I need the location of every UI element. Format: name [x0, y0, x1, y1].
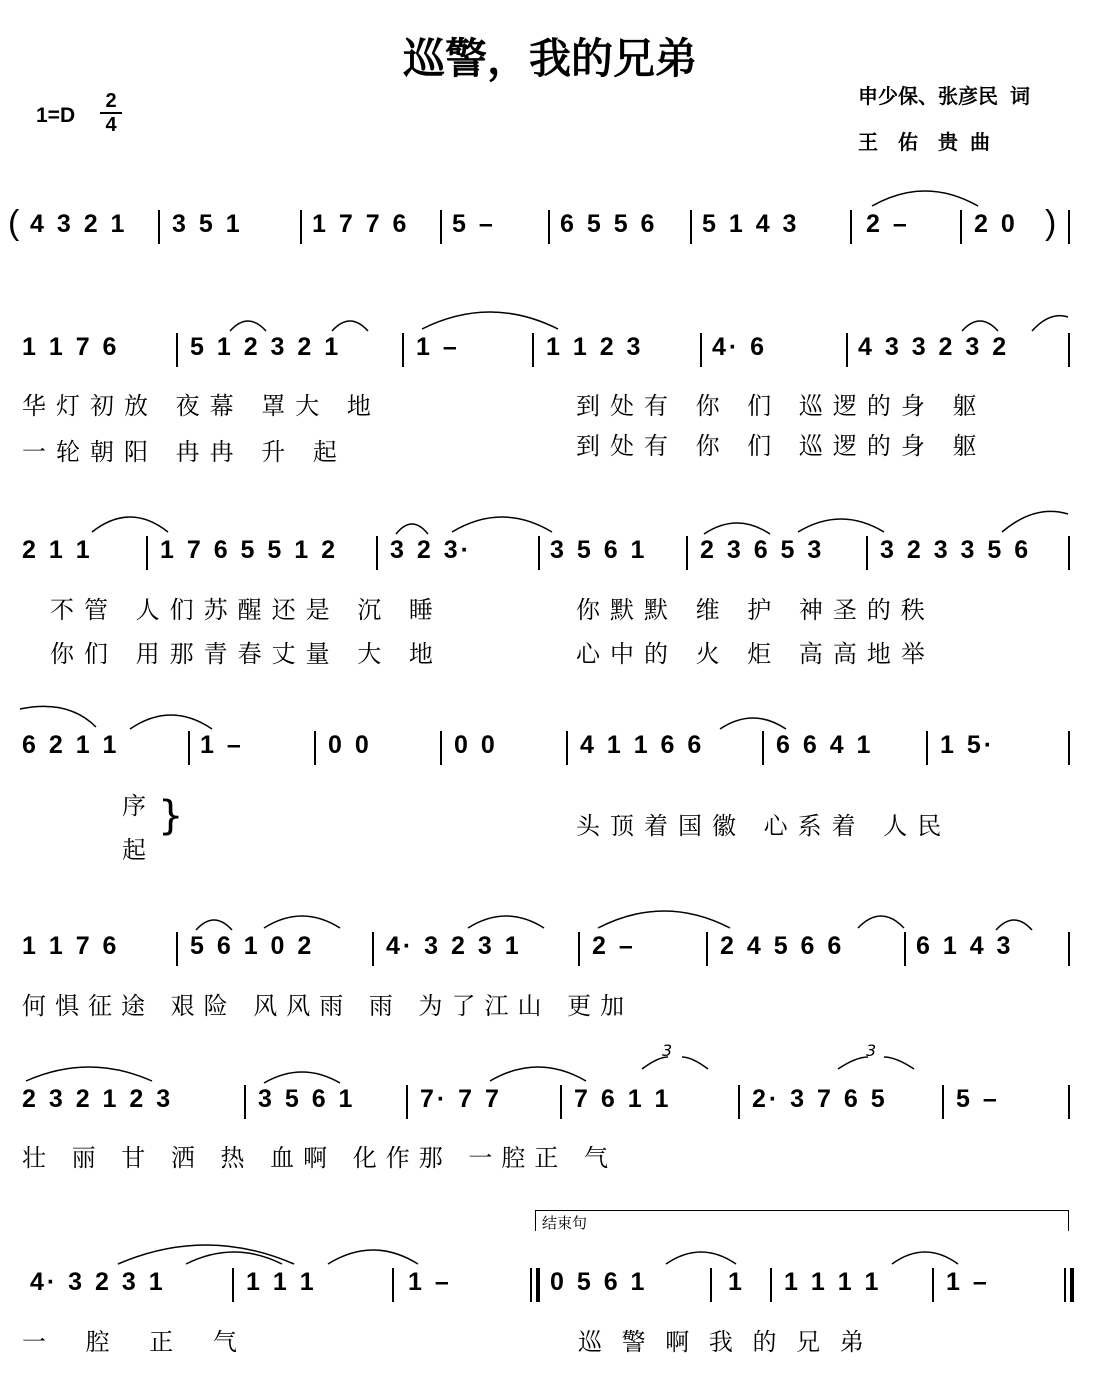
intro-open-paren: (	[8, 204, 20, 242]
measure: 1 1 1	[246, 1268, 317, 1296]
barline	[440, 731, 442, 765]
triplet-number: 3	[662, 1041, 673, 1060]
slur-arc	[262, 910, 342, 930]
triplet-bracket	[640, 1051, 710, 1071]
slur-arc	[330, 315, 370, 333]
lyric-line: 序	[122, 792, 156, 820]
barline	[866, 536, 868, 570]
barline	[176, 333, 178, 367]
measure: 4· 3 2 3 1	[30, 1268, 166, 1296]
time-signature-top: 2	[100, 90, 122, 114]
barline	[300, 210, 302, 244]
barline	[376, 536, 378, 570]
lyric-line: 心中的 火 炬 高高地举	[576, 640, 935, 668]
tie-arc	[90, 510, 170, 534]
composer-credit	[858, 126, 1068, 155]
slur-arc	[184, 1246, 284, 1266]
measure: 3 2 3·	[390, 536, 472, 564]
slur-arc	[194, 914, 234, 932]
lyric-line: 你们 用那青春丈量 大 地	[50, 640, 443, 668]
score-row-7	[0, 1268, 1100, 1302]
measure: 2 3 6 5 3	[700, 536, 825, 564]
barline	[932, 1268, 934, 1302]
barline	[146, 536, 148, 570]
slur-arc	[394, 518, 430, 536]
repeat-barline	[530, 1268, 532, 1302]
barline	[1068, 333, 1070, 367]
tie-arc	[450, 510, 554, 534]
barline	[850, 210, 852, 244]
score-row-1	[0, 204, 1100, 244]
barline	[942, 1085, 944, 1119]
song-title: 巡警，我的兄弟	[402, 34, 697, 83]
score-row-3	[0, 536, 1100, 570]
ending-bracket	[535, 1210, 1069, 1231]
barline	[686, 536, 688, 570]
measure: 5 6 1 0 2	[190, 932, 315, 960]
measure: 1 –	[200, 731, 244, 759]
ending-label: 结束句	[542, 1214, 588, 1232]
slur-arc	[1000, 510, 1070, 534]
barline	[440, 210, 442, 244]
lyric-line: 到处有 你 们 巡逻的身 躯	[576, 392, 987, 420]
slur-arc	[466, 910, 546, 930]
barline	[566, 731, 568, 765]
lyric-line: 起	[122, 836, 156, 864]
barline	[1068, 1085, 1070, 1119]
barline	[314, 731, 316, 765]
barline	[244, 1085, 246, 1119]
tie-arc	[128, 709, 214, 731]
barline	[1068, 210, 1070, 244]
measure: 2 4 5 6 6	[720, 932, 845, 960]
measure: 1 7 6 5 5 1 2	[160, 536, 339, 564]
lyric-line: 何惧征途 艰险 风风雨 雨 为了江山 更加	[22, 992, 634, 1020]
measure: 7· 7 7	[420, 1085, 502, 1113]
barline	[1068, 932, 1070, 966]
score-row-5	[0, 932, 1100, 966]
barline	[738, 1085, 740, 1119]
measure: 5 1 2 3 2 1	[190, 333, 342, 361]
tie-arc	[488, 1061, 588, 1083]
time-signature	[100, 90, 122, 136]
measure: 3 5 6 1	[258, 1085, 356, 1113]
barline	[532, 333, 534, 367]
barline	[960, 210, 962, 244]
barline	[548, 210, 550, 244]
measure: 4 3 3 2 3 2	[858, 333, 1010, 361]
measure: 3 2 3 3 5 6	[880, 536, 1032, 564]
measure: 1 5·	[940, 731, 996, 759]
barline	[232, 1268, 234, 1302]
barline	[406, 1085, 408, 1119]
measure: 6 2 1 1	[22, 731, 120, 759]
barline	[1068, 536, 1070, 570]
tie-arc	[596, 904, 732, 930]
lyric-line: 一 腔 正 气	[22, 1328, 253, 1356]
composer-name: 王 佑 贵	[858, 130, 958, 154]
measure: 7 6 1 1	[574, 1085, 672, 1113]
measure: 1 1 7 6	[22, 333, 120, 361]
barline	[402, 333, 404, 367]
lyric-line: 你默默 维 护 神圣的秩	[576, 596, 935, 624]
measure: 0 0	[328, 731, 372, 759]
measure: 4 1 1 6 6	[580, 731, 705, 759]
lyricist-credit	[858, 80, 1068, 109]
lyric-line: 巡 警 啊 我 的 兄 弟	[578, 1328, 870, 1356]
barline	[762, 731, 764, 765]
final-barline	[1070, 1268, 1074, 1302]
lyric-line: 壮 丽 甘 洒 热 血啊 化作那 一腔正 气	[22, 1144, 618, 1172]
measure: 5 1 4 3	[702, 210, 800, 238]
barline	[158, 210, 160, 244]
slur-arc	[702, 516, 772, 536]
time-signature-bottom: 4	[105, 114, 117, 136]
slur-arc	[262, 1067, 342, 1085]
lyric-line: 不管 人们苏醒还是 沉 睡	[50, 596, 443, 624]
slur-arc	[1030, 313, 1070, 333]
barline	[690, 210, 692, 244]
slur-arc	[18, 705, 98, 729]
barline	[700, 333, 702, 367]
barline	[904, 932, 906, 966]
slur-arc	[228, 315, 268, 333]
tie-arc	[890, 1246, 960, 1266]
barline	[706, 932, 708, 966]
barline	[538, 536, 540, 570]
barline	[392, 1268, 394, 1302]
music-role: 曲	[970, 130, 990, 154]
measure: 2 –	[592, 932, 636, 960]
measure: 2 1 1	[22, 536, 93, 564]
lyric-role: 词	[1010, 84, 1030, 108]
repeat-barline	[536, 1268, 540, 1302]
measure: 1 –	[946, 1268, 990, 1296]
measure: 1 1 1 1	[784, 1268, 882, 1296]
barline	[578, 932, 580, 966]
triplet-number: 3	[866, 1041, 877, 1060]
score-row-6	[0, 1041, 1100, 1119]
barline	[710, 1268, 712, 1302]
lyric-line: 头顶着国徽 心系着 人民	[576, 812, 952, 840]
barline	[846, 333, 848, 367]
barline	[770, 1268, 772, 1302]
measure: 6 5 5 6	[560, 210, 658, 238]
measure: 4· 3 2 3 1	[386, 932, 522, 960]
measure: 4· 6	[712, 333, 768, 361]
measure: 3 5 1	[172, 210, 243, 238]
lyric-line: 华灯初放 夜幕 罩大 地	[22, 392, 381, 420]
measure: 2 3 2 1 2 3	[22, 1085, 174, 1113]
barline	[926, 731, 928, 765]
measure: 1 –	[408, 1268, 452, 1296]
tie-arc	[326, 1244, 420, 1266]
tie-arc	[420, 305, 560, 331]
measure: 5 –	[452, 210, 496, 238]
barline	[188, 731, 190, 765]
measure: 0 0	[454, 731, 498, 759]
measure: 1 –	[416, 333, 460, 361]
measure: 1 1 2 3	[546, 333, 644, 361]
lyricist-names: 申少保、张彦民	[858, 84, 998, 108]
measure: 0 5 6 1	[550, 1268, 648, 1296]
slur-arc	[994, 914, 1034, 932]
measure: 1	[728, 1268, 745, 1296]
slur-arc	[796, 512, 886, 534]
measure: 3 5 6 1	[550, 536, 648, 564]
lyric-line: 一轮朝阳 冉冉 升 起	[22, 438, 347, 466]
barline	[560, 1085, 562, 1119]
verse-brace: }	[158, 793, 184, 839]
measure: 6 6 4 1	[776, 731, 874, 759]
score-row-2	[0, 333, 1100, 367]
slur-arc	[24, 1061, 154, 1083]
key-signature: 1=D	[36, 104, 76, 127]
measure: 4 3 2 1	[30, 210, 128, 238]
intro-close-paren: )	[1045, 204, 1057, 242]
measure: 1 7 7 6	[312, 210, 410, 238]
tie-arc	[870, 184, 980, 208]
measure: 6 1 4 3	[916, 932, 1014, 960]
barline	[372, 932, 374, 966]
slur-arc	[718, 713, 788, 731]
measure: 2· 3 7 6 5	[752, 1085, 888, 1113]
final-barline	[1064, 1268, 1066, 1302]
score-row-4	[0, 731, 1100, 765]
measure: 2 –	[866, 210, 910, 238]
lyric-line: 到处有 你 们 巡逻的身 躯	[576, 432, 987, 460]
tie-arc	[664, 1246, 738, 1266]
measure: 2 0	[974, 210, 1018, 238]
slur-arc	[856, 910, 906, 930]
slur-arc	[960, 315, 1000, 333]
measure: 1 1 7 6	[22, 932, 120, 960]
barline	[176, 932, 178, 966]
measure: 5 –	[956, 1085, 1000, 1113]
barline	[1068, 731, 1070, 765]
